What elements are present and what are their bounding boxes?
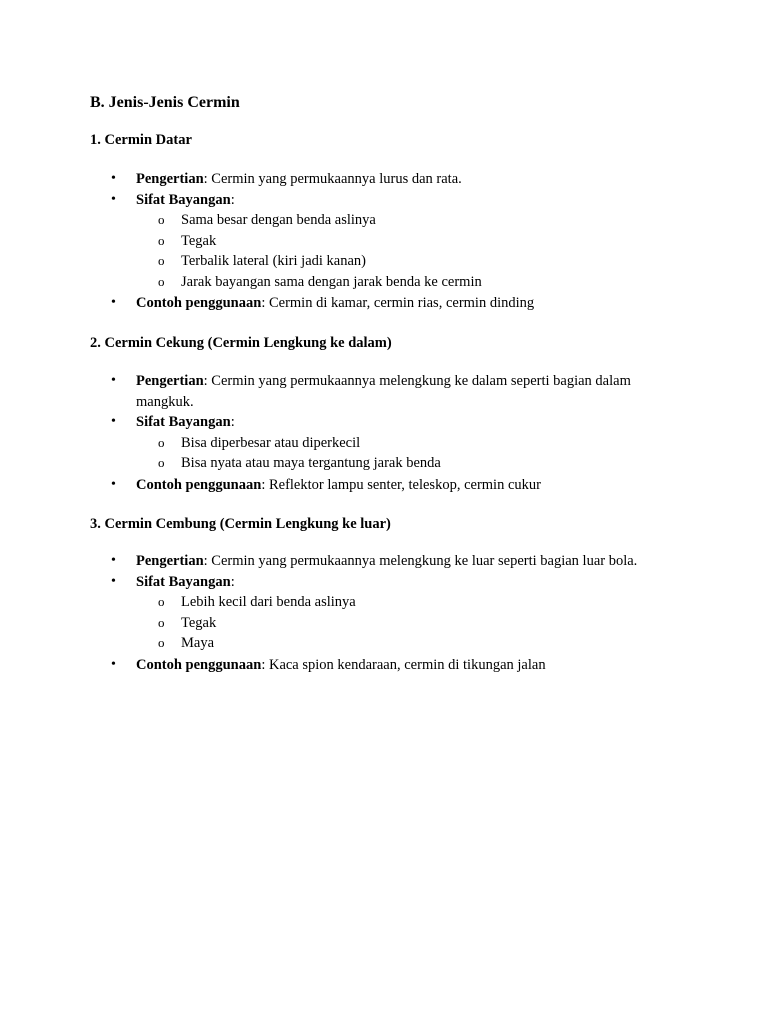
sub-list-item: Tegak [181,232,217,249]
list-item-sifat [136,190,676,211]
bullet-marker: • [111,171,116,186]
sub-list-item: Lebih kecil dari benda aslinya [181,594,356,611]
sub-bullet-marker: o [158,434,165,450]
bullet-marker: • [111,476,116,492]
section-heading: 2. Cermin Cekung (Cermin Lengkung ke dalam) [90,335,392,351]
sub-list-item: Terbalik lateral (kiri jadi kanan) [181,253,366,270]
bullet-marker: • [111,414,116,429]
list-item-sifat [136,572,676,593]
item-text: : Cermin di kamar, cermin rias, cermin dinding [261,295,535,311]
bullet-marker: • [111,657,116,672]
item-text: : [230,191,235,208]
item-label: Pengertian [136,553,204,569]
sub-bullet-marker: o [158,594,165,610]
item-text: : Cermin yang permukaannya lurus dan rata. [203,171,462,187]
list-item-sifat [136,412,676,433]
sub-list-item: Bisa nyata atau maya tergantung jarak benda [181,455,441,472]
sub-list-item: Jarak bayangan sama dengan jarak benda ke cermin [181,274,482,290]
list-item-pengertian [136,169,676,190]
list-item-pengertian [136,371,676,412]
list-item-pengertian [136,551,736,572]
document-title: B. Jenis-Jenis Cermin [90,94,240,111]
item-label: Sifat Bayangan [136,191,231,208]
item-label: Sifat Bayangan [136,414,231,430]
sub-bullet-marker: o [158,455,165,471]
item-text: : Kaca spion kendaraan, cermin di tikungan jalan [261,657,546,673]
item-label: Contoh penggunaan [136,657,262,673]
section-heading: 3. Cermin Cembung (Cermin Lengkung ke luar) [90,516,391,532]
bullet-marker: • [111,373,116,388]
sub-bullet-marker: o [158,635,165,651]
sub-bullet-marker: o [158,212,165,228]
item-label: Contoh penggunaan [136,476,262,493]
item-text: : [230,414,235,430]
bullet-marker: • [111,295,116,310]
sub-list-item: Maya [181,635,215,652]
item-text: : Cermin yang permukaannya melengkung ke dalam seperti bagian dalam mangkuk. [136,373,631,410]
sub-bullet-marker: o [158,274,165,289]
sub-list-item: Tegak [181,614,217,631]
item-label: Sifat Bayangan [136,573,231,590]
sub-bullet-marker: o [158,614,165,630]
item-label: Pengertian [136,171,204,187]
bullet-marker: • [111,191,116,207]
list-item-contoh [136,293,676,314]
section-heading: 1. Cermin Datar [90,132,192,148]
item-label: Contoh penggunaan [136,295,262,311]
sub-list-item: Sama besar dengan benda aslinya [181,212,376,229]
item-label: Pengertian [136,373,204,389]
item-text: : Reflektor lampu senter, teleskop, cermin cukur [261,476,541,493]
list-item-contoh [136,475,676,496]
list-item-contoh [136,655,676,676]
sub-bullet-marker: o [158,232,165,248]
bullet-marker: • [111,573,116,589]
item-text: : Cermin yang permukaannya melengkung ke luar seperti bagian luar bola. [203,553,638,569]
sub-list-item: Bisa diperbesar atau diperkecil [181,434,361,451]
bullet-marker: • [111,553,116,568]
sub-bullet-marker: o [158,253,165,269]
item-text: : [230,573,235,590]
